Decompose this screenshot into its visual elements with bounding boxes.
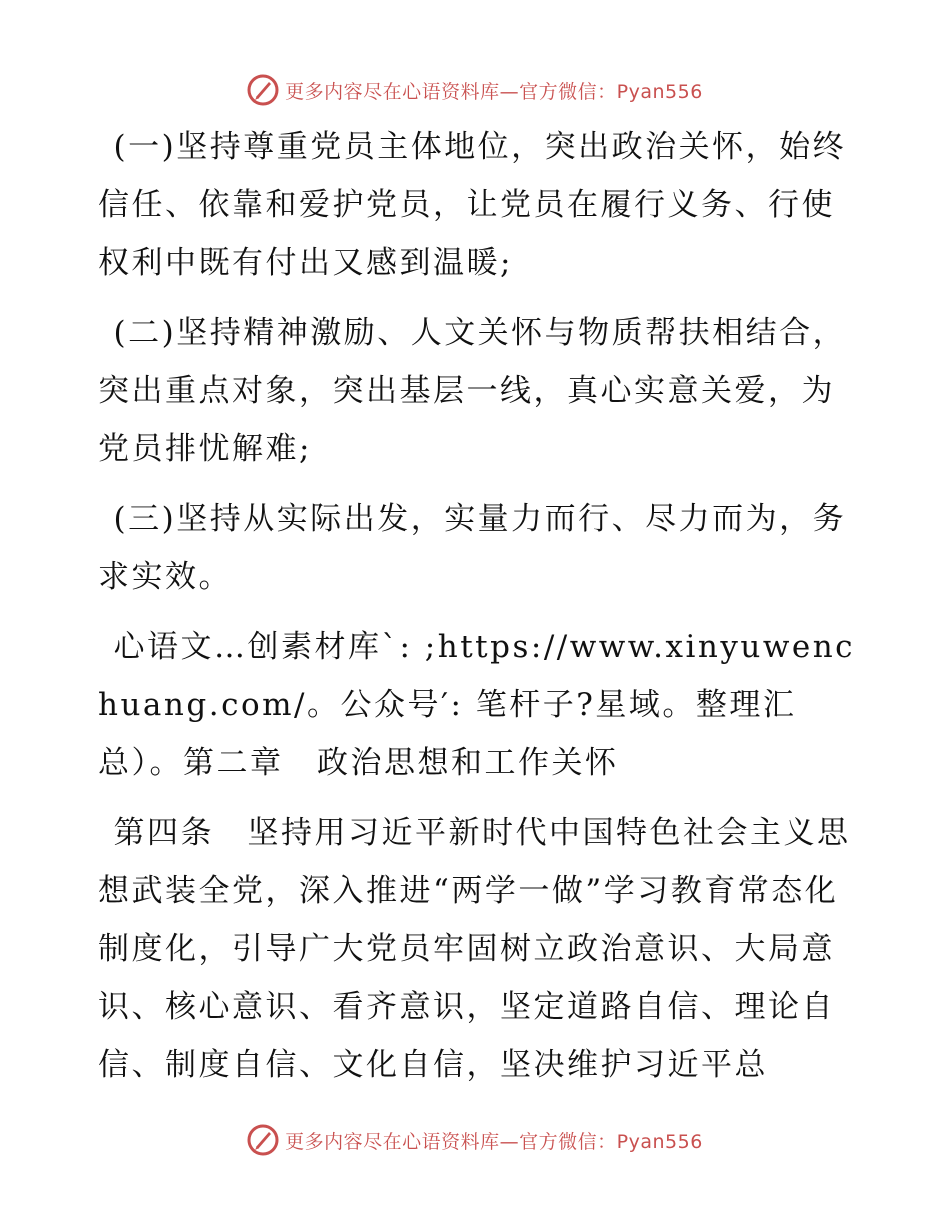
watermark-contact: Pyan556: [616, 80, 703, 103]
paragraph-source-note: 心语文…创素材库ˋ: ;https://www.xinyuwenchuang.com/。公众号′: 笔杆子?星域。整理汇总）。第二章 政治思想和工作关怀: [98, 629, 856, 781]
quill-pen-logo-icon: [247, 1124, 279, 1156]
watermark-text: 更多内容尽在心语资料库—官方微信：: [285, 80, 617, 103]
paragraph-article-4: 第四条 坚持用习近平新时代中国特色社会主义思想武装全党，深入推进“两学一做”学习教育常态化制度化，引导广大党员牢固树立政治意识、大局意识、核心意识、看齐意识，坚定道路自信、理论自信、制度自信、文化自信，坚决维护习近平总: [98, 815, 851, 1083]
watermark-contact: Pyan556: [616, 1130, 703, 1153]
document-body: [98, 118, 858, 1106]
footer-watermark: [0, 1120, 950, 1160]
paragraph-principle-1: (一)坚持尊重党员主体地位，突出政治关怀，始终信任、依靠和爱护党员，让党员在履行义务、行使权利中既有付出又感到温暖;: [98, 129, 847, 281]
watermark-text: 更多内容尽在心语资料库—官方微信：: [285, 1130, 617, 1153]
quill-pen-logo-icon: [247, 74, 279, 106]
paragraph-principle-2: (二)坚持精神激励、人文关怀与物质帮扶相结合，突出重点对象，突出基层一线，真心实意关爱，为党员排忧解难;: [98, 315, 847, 467]
header-watermark: [0, 70, 950, 110]
paragraph-principle-3: (三)坚持从实际出发，实量力而行、尽力而为，务求实效。: [98, 501, 847, 595]
